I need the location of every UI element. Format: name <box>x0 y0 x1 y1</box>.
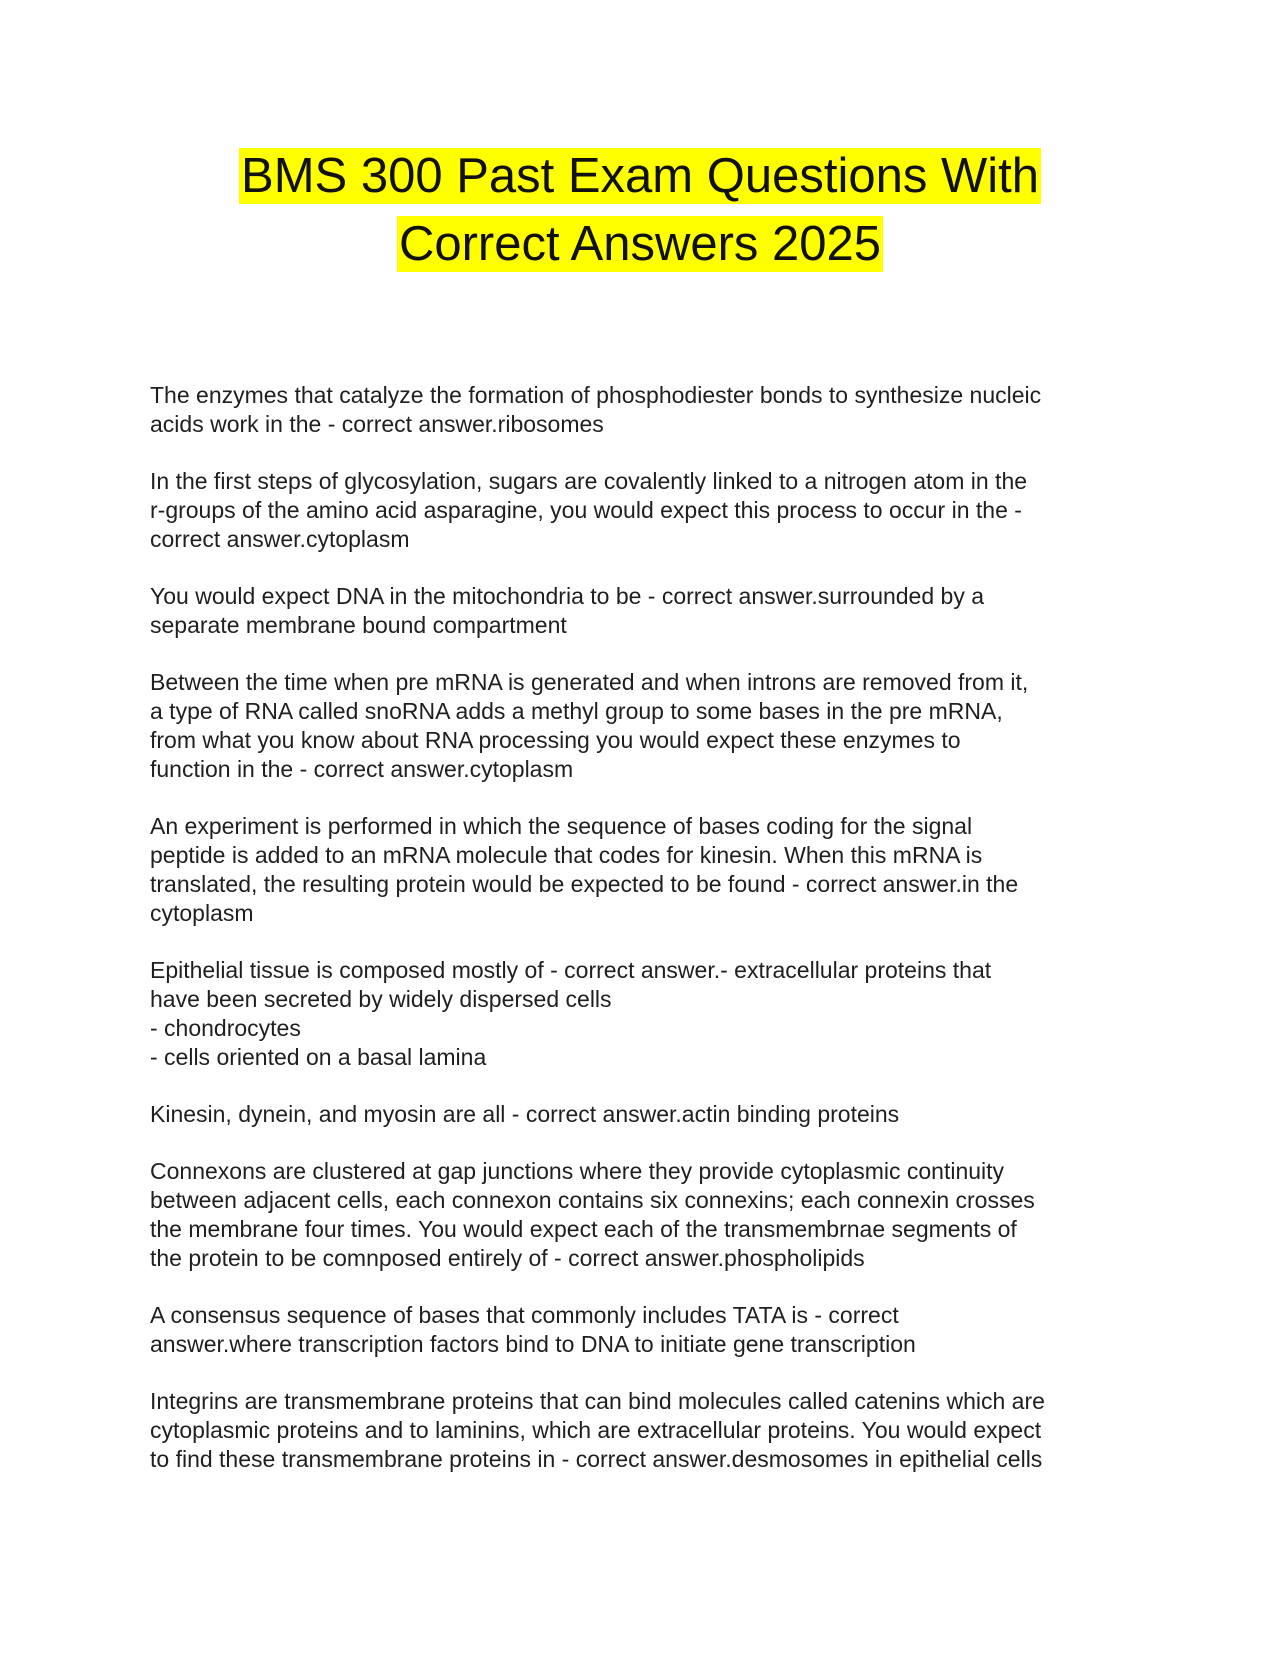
qa-text-line: Kinesin, dynein, and myosin are all - correct answer.actin binding proteins <box>150 1101 900 1127</box>
qa-text-line: translated, the resulting protein would be expected to be found - correct answer.in the <box>150 871 1019 897</box>
qa-entry <box>150 1157 1140 1273</box>
qa-text-line: from what you know about RNA processing you would expect these enzymes to <box>150 727 961 753</box>
qa-text-line: acids work in the - correct answer.ribosomes <box>150 411 604 437</box>
qa-text-line: peptide is added to an mRNA molecule that codes for kinesin. When this mRNA is <box>150 842 983 868</box>
qa-text-line: correct answer.cytoplasm <box>150 526 410 552</box>
qa-entry <box>150 956 1140 1072</box>
qa-text-line: have been secreted by widely dispersed cells <box>150 986 612 1012</box>
qa-text-line: Epithelial tissue is composed mostly of - correct answer.- extracellular proteins that <box>150 957 992 983</box>
qa-entry <box>150 1100 1140 1129</box>
qa-entry <box>150 582 1140 640</box>
qa-text-line: - cells oriented on a basal lamina <box>150 1044 487 1070</box>
question-answer-list <box>150 381 1140 1502</box>
qa-text-line: separate membrane bound compartment <box>150 612 567 638</box>
qa-entry <box>150 668 1140 784</box>
qa-text-line: the membrane four times. You would expect each of the transmembrnae segments of <box>150 1216 1017 1242</box>
qa-text-line: function in the - correct answer.cytoplasm <box>150 756 574 782</box>
qa-text-line: The enzymes that catalyze the formation of phosphodiester bonds to synthesize nucleic <box>150 382 1042 408</box>
qa-text-line: a type of RNA called snoRNA adds a methyl group to some bases in the pre mRNA, <box>150 698 1003 724</box>
title-line-1: BMS 300 Past Exam Questions With <box>241 149 1039 203</box>
qa-text-line: In the first steps of glycosylation, sugars are covalently linked to a nitrogen atom in the <box>150 468 1028 494</box>
qa-text-line: Integrins are transmembrane proteins that can bind molecules called catenins which are <box>150 1388 1045 1414</box>
qa-entry <box>150 1301 1140 1359</box>
qa-entry <box>150 467 1140 554</box>
qa-text-line: An experiment is performed in which the sequence of bases coding for the signal <box>150 813 973 839</box>
qa-text-line: Between the time when pre mRNA is generated and when introns are removed from it, <box>150 669 1029 695</box>
qa-text-line: to find these transmembrane proteins in - correct answer.desmosomes in epithelial cells <box>150 1446 1043 1472</box>
qa-text-line: between adjacent cells, each connexon contains six connexins; each connexin crosses <box>150 1187 1035 1213</box>
qa-text-line: You would expect DNA in the mitochondria to be - correct answer.surrounded by a <box>150 583 985 609</box>
document-title <box>0 148 1280 284</box>
qa-text-line: answer.where transcription factors bind to DNA to initiate gene transcription <box>150 1331 916 1357</box>
qa-text-line: the protein to be comnposed entirely of - correct answer.phospholipids <box>150 1245 865 1271</box>
qa-text-line: cytoplasmic proteins and to laminins, which are extracellular proteins. You would expect <box>150 1417 1042 1443</box>
title-line-2: Correct Answers 2025 <box>398 217 882 271</box>
qa-text-line: cytoplasm <box>150 900 254 926</box>
qa-text-line: A consensus sequence of bases that commonly includes TATA is - correct <box>150 1302 899 1328</box>
qa-entry <box>150 812 1140 928</box>
qa-entry <box>150 1387 1140 1474</box>
qa-text-line: r-groups of the amino acid asparagine, you would expect this process to occur in the - <box>150 497 1022 523</box>
qa-text-line: Connexons are clustered at gap junctions where they provide cytoplasmic continuity <box>150 1158 1005 1184</box>
qa-text-line: - chondrocytes <box>150 1015 301 1041</box>
qa-entry <box>150 381 1140 439</box>
